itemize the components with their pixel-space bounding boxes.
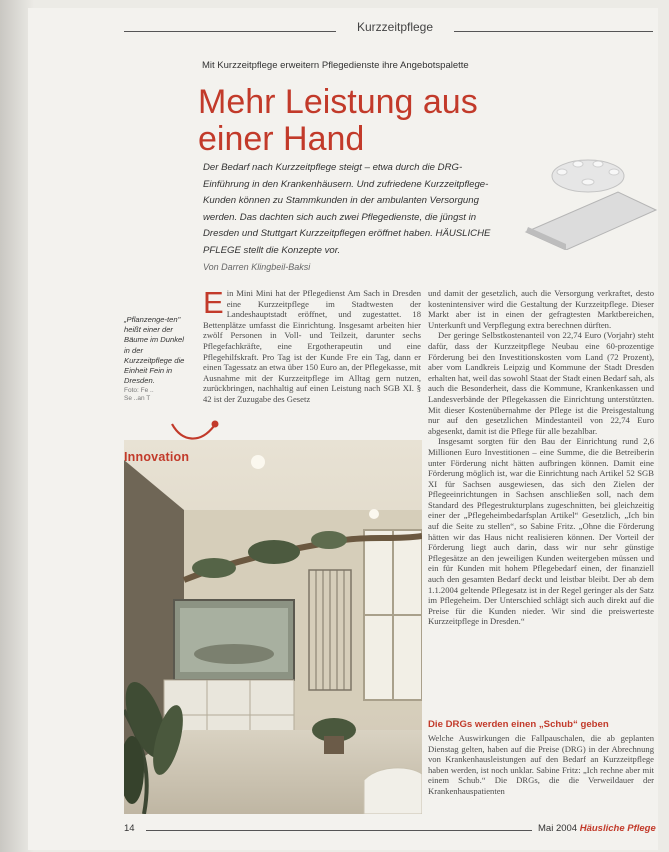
column-2-paragraph: Der geringe Selbstkostenanteil von 22,74 Euro (Vorjahr) steht dafür, dass der Kurzzeitpflege Neubau eine 60-prozentige Förderung bei den Investitionskosten vom Land (72 Prozent), aber vom Landkreis Leipzig und Kommune der Stadt Dresden erhalten hat, weil das sowohl Staat der Stadt einen Bedarf sah, als auch die Besonderheit, dass die Kommune, Krankenkassen und Landesverbände der Pflegekassen die Einrichtung unterstützten. Mit dieser Kostenübernahme der Pflege ist die Preisgestaltung nur auf den gesetzlichen Mindestanteil von 22,74 Euro abgesenkt, damit ist die Pflege für alle bezahlbar. (428, 330, 654, 436)
header-rule-left (124, 31, 336, 32)
interior-photo-drawing (124, 440, 422, 814)
photo-caption: „Pflanzenge-ten" heißt einer der Bäume im Dunkel in der Kurzzeitpflege die Einheit Fein in Dresden. (124, 315, 185, 386)
article-lead: Der Bedarf nach Kurzzeitpflege steigt – etwa durch die DRG-Einführung in den Krankenhäusern. Und zufriedene Kurzzeitpflege-Kunden können zu Stammkunden in der ambulanten Versorgung werden. Das dachten sich auch zwei Pflegedienste, die jüngst in Dresden und Stuttgart Kurzzeitpflegen eröffnet haben. HÄUSLICHE PFLEGE stellt die Konzepte vor. (203, 162, 491, 256)
column-2-paragraph: Insgesamt sorgten für den Bau der Einrichtung rund 2,6 Millionen Euro Investitionen – eine Summe, die die Betreiberin unter Förderung nicht hätten aufbringen können. Damit eine Förderung möglich ist, war die Einrichtung nach Artikel 52 SGB XI für Sachsen ausgewiesen, das sich den Zielen der Pflegeeinrichtungen in Sachsen anschließen soll, nach dem Standard des Pflegestrukturplans zugeschnitten, bei gleichzeitig einer der „Pflegeheimbedarfsplan Artikel“ Gesetzlich, „Ich bin auf die Seite zu stellen“, so Sabine Fritz. „Ohne die Förderung hätten wir das Haus nicht realisieren können. Der Vorteil der Förderung liegt auch darin, dass wir nur sehr günstige Pflegesätze an den jeweiligen Kunden weitergeben müssen und ein für Kunden mit hohem Pflegebedarf einen, der finanziell auch den gesamten Bedarf deckt und leistbar bleibt. Der ab dem 1.1.2004 geltende Pflegesatz ist in der Regel geringer als der Satz im Pflegeheim. Der Unterschied schlägt sich auch direkt auf die Preise für die Kunden nieder. Wir sind die preiswerteste Kurzzeitpflege in Dresden.“ (428, 436, 654, 627)
column-2-paragraph: und damit der gesetzlich, auch die Versorgung verkraftet, desto kostenintensiver wird die Gestaltung der Kurzzeitpflege. Dieser Markt aber ist in einen der gefragtesten Marktbereichen, Unterkunft und Verpflegung extra berechnen dürften. (428, 288, 654, 330)
body-column-2-continued (428, 733, 654, 817)
swoosh-icon (170, 418, 220, 446)
footer-rule (146, 830, 532, 831)
title-line-2: einer Hand (198, 120, 365, 158)
body-column-1 (203, 288, 421, 434)
drop-cap: E (203, 288, 224, 320)
footer-issue (538, 823, 656, 834)
tray-illustration (518, 150, 658, 250)
title-line-1: Mehr Leistung aus (198, 83, 478, 121)
photo-credit: Foto: Fe .. Se ..an T (124, 387, 154, 402)
magazine-name: Häusliche Pflege (579, 823, 656, 834)
innovation-tag: Innovation (124, 450, 190, 464)
interior-photo (124, 440, 422, 814)
column-2-paragraph: Welche Auswirkungen die Fallpauschalen, die ab geplanten Dienstag gelten, haben auf die Preise (DRG) in der Abrechnung von Krankenhausleistungen auf den Bedarf an Kurzzeitpflege haben werden, ist noch unklar. Sabine Fritz: „Ich rechne aber mit einem Schub.“ Die DRGs, die die Verweildauer der Krankenhauspatienten (428, 733, 654, 796)
section-subhead: Die DRGs werden einen „Schub“ geben (428, 719, 609, 730)
article-kicker: Mit Kurzzeitpflege erweitern Pflegedienste ihre Angebotspalette (202, 60, 469, 71)
article-byline: Von Darren Klingbeil-Baksi (203, 262, 311, 272)
column-1-text: in Mini Mini hat der Pflegedienst Am Sach in Dresden eine Kurzzeitpflege im Stadtwesten der Landeshauptstadt eröffnet, und zugestattet. 18 Bettenplätze umfasst die Einrichtung. Insgesamt arbeiten hier zwölf Personen in Voll- und Teilzeit, darunter sechs Pflegefachkräfte, eine Ergotherapeutin und eine Pflegehilfskraft. Pro Tag ist der Kunde Fre ein Tag, dann er einen Tagessatz an etwa über 150 Euro an, der Pflegekasse, mit Ausnahme mit der Kurzzeitpflege im Alltag gern nutzen, zurückbringen, nachhaltig auf einen Leistung nach SGB XI. § 42 ist der Zuzugabe des Gesetz (203, 288, 421, 404)
page-number: 14 (124, 823, 135, 834)
header-rule-right (454, 31, 653, 32)
body-column-2 (428, 288, 654, 716)
article-title (198, 84, 518, 158)
section-header: Kurzzeitpflege (356, 20, 434, 34)
issue-date: Mai 2004 (538, 823, 578, 834)
